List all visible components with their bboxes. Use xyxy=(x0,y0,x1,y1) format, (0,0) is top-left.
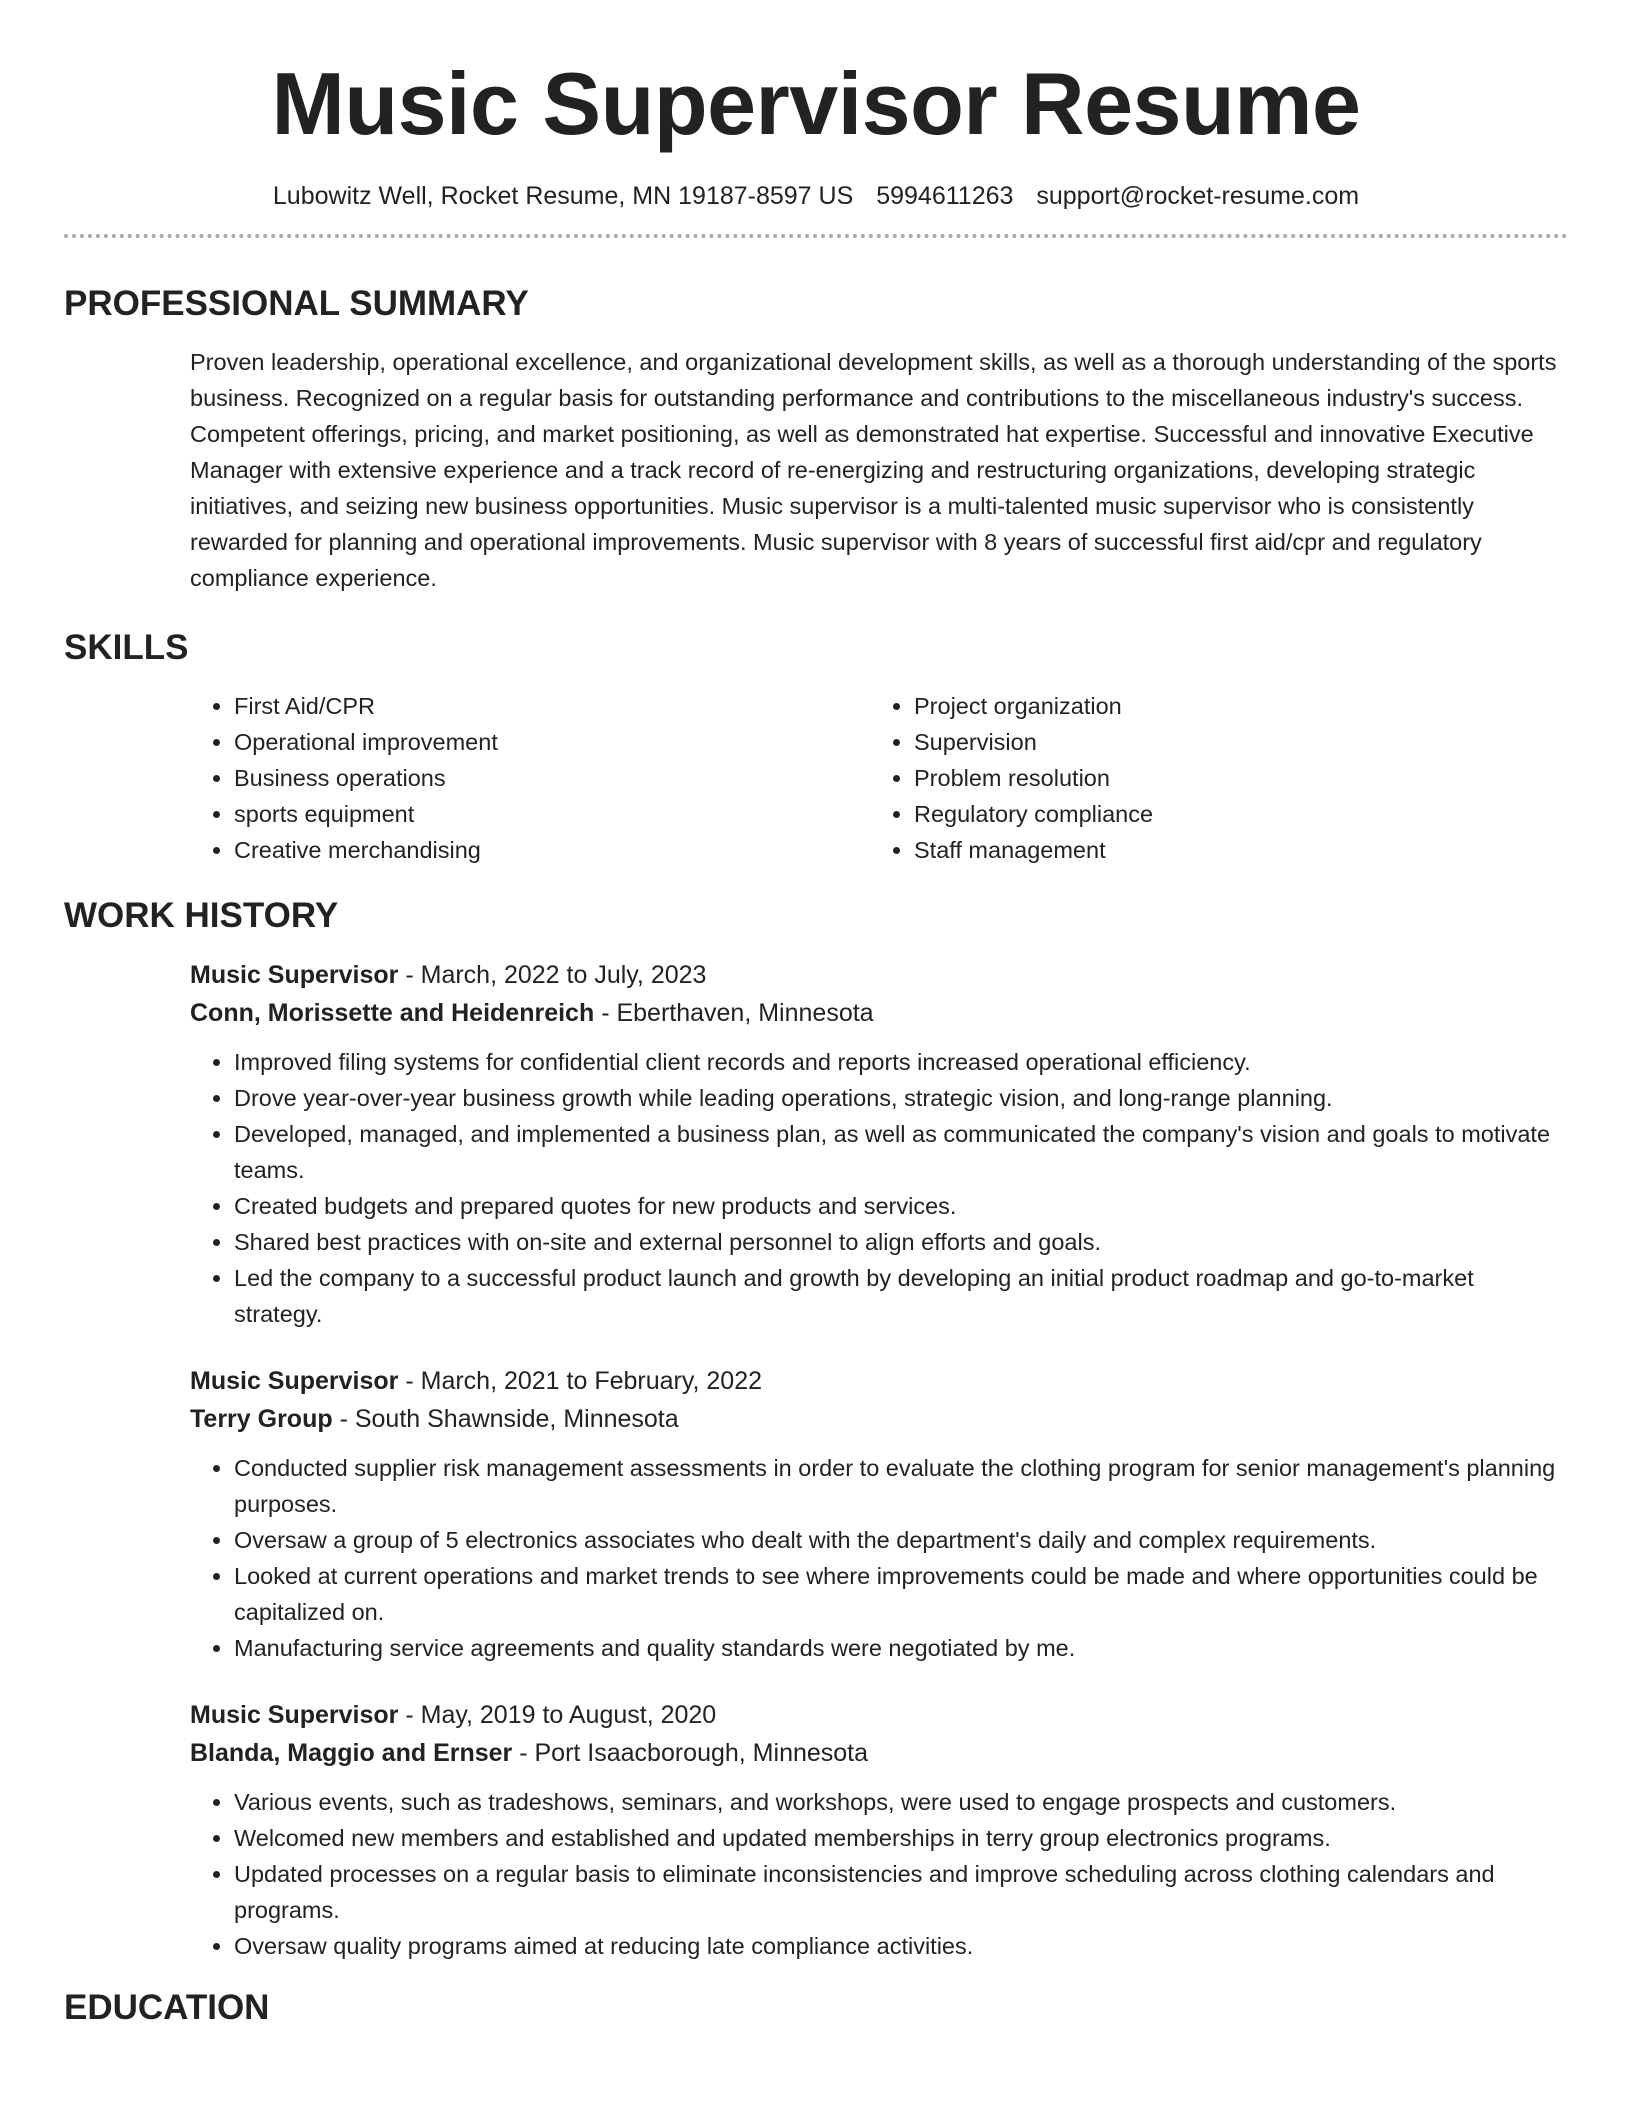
job-company: Conn, Morissette and Heidenreich xyxy=(190,999,595,1027)
job-role-line xyxy=(190,956,1568,994)
resume-header xyxy=(64,0,1568,212)
summary-text: Proven leadership, operational excellence, and organizational development skills, as well as a thorough understanding of the sports business. Recognized on a regular basis for outstanding performance and contributions to the miscellaneous industry's success. Competent offerings, pricing, and market positioning, as well as demonstrated hat expertise. Successful and innovative Executive Manager with extensive experience and a track record of re-energizing and restructuring organizations, developing strategic initiatives, and seizing new business opportunities. Music supervisor is a multi-talented music supervisor who is consistently rewarded for planning and operational improvements. Music supervisor with 8 years of successful first aid/cpr and regulatory compliance experience. xyxy=(190,349,1557,591)
job-dates: - March, 2021 to February, 2022 xyxy=(398,1367,763,1395)
job-dates: - March, 2022 to July, 2023 xyxy=(398,961,707,989)
job-bullet: • Oversaw a group of 5 electronics associates who dealt with the department's daily and complex requirements. xyxy=(234,1522,1568,1558)
job-company-line xyxy=(190,1734,1568,1772)
skills-section xyxy=(64,626,1568,868)
skill-item: • Project organization xyxy=(914,688,1550,724)
contact-phone: 5994611263 xyxy=(876,182,1014,210)
work-history-section xyxy=(64,894,1568,1964)
resume-title: Music Supervisor Resume xyxy=(271,54,1361,153)
education-heading: EDUCATION xyxy=(64,1988,270,2027)
job-bullet: • Improved filing systems for confidential client records and reports increased operational efficiency. xyxy=(234,1044,1568,1080)
job-bullet: • Created budgets and prepared quotes for new products and services. xyxy=(234,1188,1568,1224)
job-entry xyxy=(190,956,1568,1332)
job-bullet: • Manufacturing service agreements and quality standards were negotiated by me. xyxy=(234,1630,1568,1666)
skills-grid xyxy=(190,688,1568,868)
job-role-line xyxy=(190,1362,1568,1400)
summary-heading: PROFESSIONAL SUMMARY xyxy=(64,284,529,323)
header-divider xyxy=(64,234,1568,238)
skill-item: • First Aid/CPR xyxy=(234,688,870,724)
job-bullet: • Conducted supplier risk management assessments in order to evaluate the clothing program for senior management's planning purposes. xyxy=(234,1450,1568,1522)
job-bullet: • Updated processes on a regular basis to eliminate inconsistencies and improve scheduling across clothing calendars and programs. xyxy=(234,1856,1568,1928)
job-role: Music Supervisor xyxy=(190,1367,399,1395)
job-bullet: • Oversaw quality programs aimed at reducing late compliance activities. xyxy=(234,1928,1568,1964)
contact-email: support@rocket-resume.com xyxy=(1036,182,1360,210)
skill-item: • Business operations xyxy=(234,760,870,796)
skills-column-right xyxy=(870,688,1550,868)
job-role: Music Supervisor xyxy=(190,1701,399,1729)
job-bullets xyxy=(190,1044,1568,1332)
job-entry xyxy=(190,1696,1568,1964)
contact-line xyxy=(64,180,1568,212)
job-company-line xyxy=(190,1400,1568,1438)
job-location: - Eberthaven, Minnesota xyxy=(594,999,874,1027)
contact-address: Lubowitz Well, Rocket Resume, MN 19187-8597 US xyxy=(272,182,854,210)
skill-item: • Staff management xyxy=(914,832,1550,868)
job-bullet: • Looked at current operations and market trends to see where improvements could be made and where opportunities could be capitalized on. xyxy=(234,1558,1568,1630)
job-bullet: • Developed, managed, and implemented a business plan, as well as communicated the company's vision and goals to motivate teams. xyxy=(234,1116,1568,1188)
job-entry xyxy=(190,1362,1568,1666)
job-bullets xyxy=(190,1784,1568,1964)
job-company: Blanda, Maggio and Ernser xyxy=(190,1739,513,1767)
work-history-heading: WORK HISTORY xyxy=(64,896,339,935)
skill-item: • Problem resolution xyxy=(914,760,1550,796)
job-location: - South Shawnside, Minnesota xyxy=(332,1405,679,1433)
skills-heading: SKILLS xyxy=(64,628,189,667)
job-bullet: • Drove year-over-year business growth while leading operations, strategic vision, and long-range planning. xyxy=(234,1080,1568,1116)
skill-item: • sports equipment xyxy=(234,796,870,832)
education-section xyxy=(64,1986,1568,2030)
job-company: Terry Group xyxy=(190,1405,333,1433)
job-bullets xyxy=(190,1450,1568,1666)
job-role-line xyxy=(190,1696,1568,1734)
summary-section xyxy=(64,282,1568,596)
job-bullet: • Various events, such as tradeshows, seminars, and workshops, were used to engage prospects and customers. xyxy=(234,1784,1568,1820)
skill-item: • Supervision xyxy=(914,724,1550,760)
job-bullet: • Shared best practices with on-site and external personnel to align efforts and goals. xyxy=(234,1224,1568,1260)
job-location: - Port Isaacborough, Minnesota xyxy=(512,1739,869,1767)
skills-column-left xyxy=(190,688,870,868)
skill-item: • Creative merchandising xyxy=(234,832,870,868)
job-bullet: • Welcomed new members and established and updated memberships in terry group electronics programs. xyxy=(234,1820,1568,1856)
job-dates: - May, 2019 to August, 2020 xyxy=(398,1701,717,1729)
job-bullet: • Led the company to a successful product launch and growth by developing an initial product roadmap and go-to-market strategy. xyxy=(234,1260,1568,1332)
job-role: Music Supervisor xyxy=(190,961,399,989)
skill-item: • Regulatory compliance xyxy=(914,796,1550,832)
job-company-line xyxy=(190,994,1568,1032)
skill-item: • Operational improvement xyxy=(234,724,870,760)
